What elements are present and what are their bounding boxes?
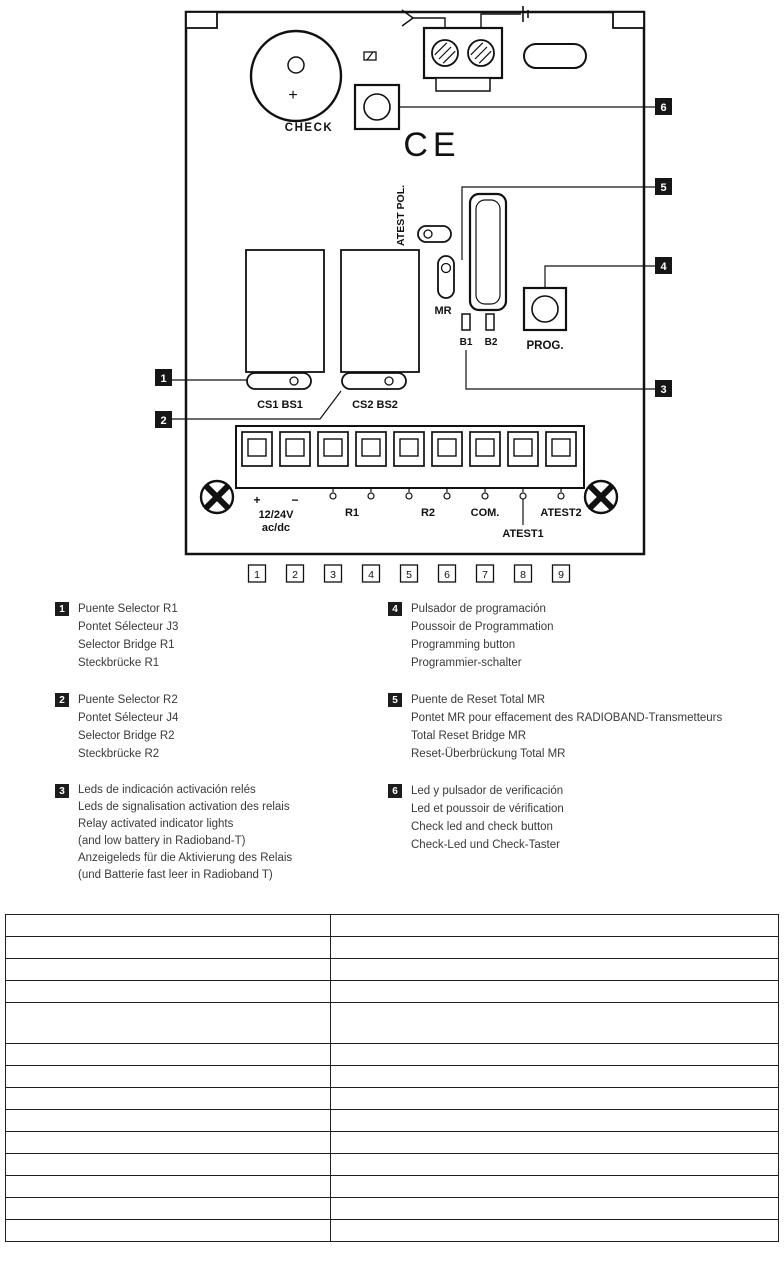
table-cell [331, 959, 779, 981]
atest-pol-label: ATEST POL. [395, 184, 407, 246]
callout-3-badge [655, 380, 672, 397]
table-cell [6, 1198, 331, 1220]
com-label: COM. [470, 507, 500, 519]
table-row [6, 1110, 779, 1132]
buzzer-plus-label: + [288, 87, 298, 104]
mr-label: MR [434, 305, 452, 317]
svg-text:9: 9 [558, 569, 564, 581]
svg-text:7: 7 [482, 569, 488, 581]
table-cell [331, 1066, 779, 1088]
table-cell [6, 1176, 331, 1198]
legend-badge-4: 4 [388, 602, 402, 616]
svg-text:1: 1 [160, 373, 167, 385]
legend-line: Leds de signalisation activation des relais [78, 801, 290, 813]
ce-mark: CE [403, 126, 461, 164]
table-row [6, 1066, 779, 1088]
legend-line: Check-Led und Check-Taster [411, 839, 560, 851]
table-cell [331, 915, 779, 937]
r1-label: R1 [344, 507, 360, 519]
legend-item-2 [55, 691, 380, 763]
table-cell [6, 1110, 331, 1132]
table-cell [331, 1132, 779, 1154]
legend-line: Steckbrücke R1 [78, 657, 160, 669]
legend-line: Poussoir de Programmation [411, 621, 554, 633]
legend-line: Led y pulsador de verificación [411, 785, 564, 797]
table-cell [6, 1003, 331, 1044]
board-tab-left [186, 12, 217, 28]
legend-item-3 [55, 782, 380, 884]
legend-badge-3: 3 [55, 784, 69, 798]
table-row [6, 915, 779, 937]
terminal-number-8 [515, 565, 532, 582]
legend-line: Check led and check button [411, 821, 553, 833]
legend-item-5 [388, 691, 780, 763]
callout-2-badge [155, 411, 172, 428]
spec-table [5, 914, 779, 1242]
table-cell [331, 1198, 779, 1220]
jumper-cs2-bs2 [342, 373, 406, 389]
legend-lines [78, 691, 178, 763]
legend-line: Led et poussoir de vérification [411, 803, 564, 815]
jumper-cs1-bs1 [247, 373, 311, 389]
table-cell [331, 1003, 779, 1044]
legend-lines [78, 782, 292, 884]
legend-line: Programmier-schalter [411, 657, 522, 669]
spec-table-body [6, 915, 779, 1242]
terminal-number-row [249, 565, 570, 582]
legend-line: Pontet Sélecteur J3 [78, 621, 179, 633]
table-cell [6, 1154, 331, 1176]
cs2-bs2-label: CS2 BS2 [352, 399, 398, 411]
legend-item-6 [388, 782, 780, 854]
legend-line: Relay activated indicator lights [78, 818, 234, 830]
legend-line: Total Reset Bridge MR [411, 730, 527, 742]
legend-line: Puente Selector R2 [78, 694, 178, 706]
led-b1 [462, 314, 470, 330]
table-cell [6, 1088, 331, 1110]
screw-right-icon [585, 481, 617, 513]
table-row [6, 1176, 779, 1198]
terminal-number-4 [363, 565, 380, 582]
atest-pol-jumper [418, 226, 451, 242]
legend-line: Steckbrücke R2 [78, 748, 160, 760]
table-cell [331, 937, 779, 959]
svg-text:3: 3 [330, 569, 336, 581]
svg-text:2: 2 [292, 569, 298, 581]
cs1-bs1-label: CS1 BS1 [257, 399, 303, 411]
svg-text:5: 5 [660, 182, 667, 194]
mr-jumper [438, 256, 454, 298]
table-row [6, 1198, 779, 1220]
table-row [6, 1044, 779, 1066]
table-cell [331, 1088, 779, 1110]
table-row [6, 959, 779, 981]
legend-line: Pontet MR pour effacement des RADIOBAND-Transmetteurs [411, 712, 723, 724]
legend-left-column [55, 600, 380, 903]
legend-lines [411, 600, 554, 672]
table-cell [6, 915, 331, 937]
svg-text:6: 6 [660, 102, 667, 114]
atest2-label: ATEST2 [540, 507, 582, 519]
table-row [6, 981, 779, 1003]
table-row [6, 1220, 779, 1242]
antenna-connector [524, 44, 586, 68]
table-cell [6, 937, 331, 959]
legend-badge-2: 2 [55, 693, 69, 707]
callout-6-badge [655, 98, 672, 115]
table-row [6, 1132, 779, 1154]
legend-lines [78, 600, 178, 672]
callout-5-badge [655, 178, 672, 195]
table-cell [331, 1220, 779, 1242]
legend-badge-6: 6 [388, 784, 402, 798]
polarity-plus-label: + [253, 493, 261, 507]
pcb-diagram [0, 0, 784, 598]
table-cell [331, 981, 779, 1003]
legend-line: (and low battery in Radioband-T) [78, 835, 246, 847]
power-label-line1: 12/24V [258, 509, 294, 521]
legend-line: Puente Selector R1 [78, 603, 178, 615]
check-label: CHECK [284, 122, 334, 134]
svg-text:4: 4 [660, 261, 667, 273]
terminal-number-9 [553, 565, 570, 582]
atest1-label: ATEST1 [502, 528, 544, 540]
led-b2 [486, 314, 494, 330]
legend-line: Pontet Sélecteur J4 [78, 712, 179, 724]
svg-text:4: 4 [368, 569, 374, 581]
radio-module [470, 194, 506, 310]
legend-line: Selector Bridge R2 [78, 730, 175, 742]
table-row [6, 1154, 779, 1176]
polarity-minus-label: − [291, 493, 299, 507]
table-cell [331, 1176, 779, 1198]
table-cell [6, 959, 331, 981]
terminal-number-3 [325, 565, 342, 582]
legend-item-1 [55, 600, 380, 672]
svg-text:5: 5 [406, 569, 412, 581]
svg-text:6: 6 [444, 569, 450, 581]
legend-line: Selector Bridge R1 [78, 639, 175, 651]
legend-badge-1: 1 [55, 602, 69, 616]
terminal-number-5 [401, 565, 418, 582]
legend-lines [411, 691, 722, 763]
legend-line: Reset-Überbrückung Total MR [411, 748, 566, 760]
legend-badge-5: 5 [388, 693, 402, 707]
legend-right-column [388, 600, 780, 873]
callout-4-badge [655, 257, 672, 274]
table-cell [6, 1066, 331, 1088]
legend-line: Programming button [411, 639, 516, 651]
screw-left-icon [201, 481, 233, 513]
table-cell [6, 1132, 331, 1154]
svg-text:1: 1 [254, 569, 260, 581]
b1-label: B1 [459, 337, 473, 348]
legend-line: Anzeigeleds für die Aktivierung des Relais [78, 852, 293, 864]
table-row [6, 937, 779, 959]
table-cell [331, 1110, 779, 1132]
terminal-number-1 [249, 565, 266, 582]
legend-line: Puente de Reset Total MR [411, 694, 546, 706]
svg-text:8: 8 [520, 569, 526, 581]
table-cell [6, 981, 331, 1003]
power-label-line2: ac/dc [261, 522, 291, 534]
svg-text:2: 2 [160, 415, 167, 427]
check-button [355, 85, 399, 129]
terminal-number-6 [439, 565, 456, 582]
legend-item-4 [388, 600, 780, 672]
prog-button [524, 288, 566, 330]
relay-2 [341, 250, 419, 372]
legend-line: Leds de indicación activación relés [78, 784, 256, 796]
svg-text:3: 3 [660, 384, 667, 396]
legend-line: Pulsador de programación [411, 603, 546, 615]
table-row [6, 1003, 779, 1044]
prog-label: PROG. [526, 340, 564, 352]
table-row [6, 1088, 779, 1110]
relay-1 [246, 250, 324, 372]
callout-1-badge [155, 369, 172, 386]
table-cell [6, 1044, 331, 1066]
terminal-strip [236, 426, 584, 488]
table-cell [6, 1220, 331, 1242]
terminal-number-7 [477, 565, 494, 582]
legend-line: (und Batterie fast leer in Radioband T) [78, 869, 273, 881]
r2-label: R2 [420, 507, 436, 519]
terminal-number-2 [287, 565, 304, 582]
table-cell [331, 1044, 779, 1066]
legend-lines [411, 782, 564, 854]
antenna-terminal-block [424, 28, 502, 91]
board-tab-right [613, 12, 644, 28]
b2-label: B2 [484, 337, 498, 348]
table-cell [331, 1154, 779, 1176]
